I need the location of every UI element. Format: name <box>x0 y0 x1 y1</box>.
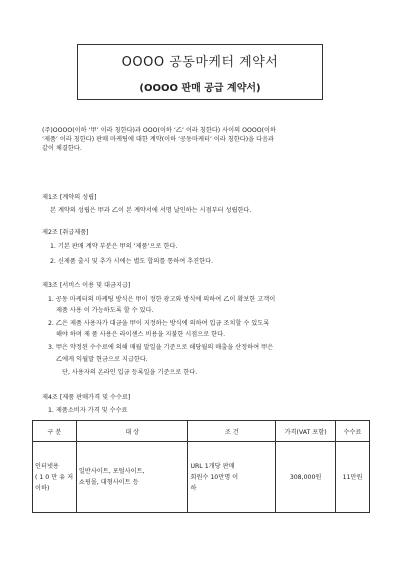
price-fee-table <box>32 420 370 513</box>
article-3-line: 乙에게 익월말 현금으로 지급한다. <box>56 356 148 363</box>
cell-line: URL 1개당 판매 <box>190 462 235 470</box>
cell-line: 일반사이트, 포털사이트, <box>78 468 145 475</box>
table-header-cell: 구 분 <box>33 421 77 442</box>
article-3-line: 해야 하며 제 품 사용은 라이센스 비용을 지불한 시점으로 한다. <box>56 331 226 338</box>
intro-line: 같이 체결한다. <box>42 145 82 152</box>
category-cell <box>33 442 77 513</box>
intro-paragraph <box>42 126 372 153</box>
cell-line: 쇼핑몰, 대형사이트 등 <box>78 479 139 486</box>
table-header-cell: 가격(VAT 포함) <box>276 421 336 442</box>
article-1-line: 본 계약의 성립은 甲과 乙이 본 계약서에 서명 날인하는 시점부터 성립한다. <box>50 207 252 214</box>
cell-line: 회원수 10만명 이 <box>190 473 239 481</box>
article-3-line: 1. 공동 마케터의 마케팅 방식은 甲이 정한 광고와 방식에 의하여 乙이 확보한 고객이 <box>48 296 276 303</box>
condition-cell <box>188 442 276 513</box>
article-4-heading: 제4조 [제품 판매가격 및 수수료] <box>42 394 131 401</box>
table-row <box>33 442 370 513</box>
article-2-line: 2. 신제품 출시 및 추가 시에는 별도 합의를 통하여 추진한다. <box>50 258 214 265</box>
cell-line: ( 1 0 만 유 저 <box>35 473 74 481</box>
article-3-line: 3. 甲은 약정된 수수료에 의해 매월 말일을 기준으로 해당월의 매출을 산정하여 甲은 <box>48 344 274 351</box>
article-3-line: 2. 乙은 제품 사용자가 대금을 甲이 지정하는 방식에 의하여 입금 조치할 수 있도록 <box>48 320 270 327</box>
table-header-row <box>33 421 370 442</box>
cell-line: 인터넷용 <box>35 462 59 470</box>
price-cell: 308,000원 <box>276 442 336 513</box>
table-header-cell: 조 건 <box>188 421 276 442</box>
article-3-line: 제품 사용 이 가능하도록 할 수 있다. <box>56 307 154 314</box>
table-header-cell: 대 상 <box>76 421 188 442</box>
document-subtitle: (OOOO 판매 공급 계약서) <box>139 83 261 94</box>
intro-line: ‘제품’ 이라 칭한다) 판매 마케팅에 대한 계약(이하 ‘공동마케터’ 이라 칭한다)을 다음과 <box>42 136 275 143</box>
table-header-cell: 수수료 <box>336 421 370 442</box>
article-2-heading: 제2조 [취급제품] <box>42 229 89 236</box>
article-3-heading: 제3조 [서비스 이용 및 대금지급] <box>42 282 131 289</box>
article-1-heading: 제1조 [계약의 성립] <box>42 194 97 201</box>
title-box <box>77 44 323 100</box>
document-title: OOOO 공동마케터 계약서 <box>121 55 279 70</box>
cell-line: 하 <box>190 484 197 492</box>
article-2-line: 1. 기본 판매 계약 부분은 甲의 ‘제품’으로 한다. <box>50 243 178 250</box>
fee-cell: 11만원 <box>336 442 370 513</box>
intro-line: (주)OOOO(이하 ‘甲’ 이라 칭한다)과 OOO(이하 ‘乙’ 이라 칭한다) 사이의 OOOO(이하 <box>42 127 276 134</box>
article-3-line: 단, 사용자의 온라인 입금 등록일을 기준으로 한다. <box>62 369 198 376</box>
article-4-line: 1. 제품소비자 가격 및 수수료 <box>48 407 128 414</box>
cell-line: 이하) <box>35 484 50 492</box>
target-cell <box>76 442 188 513</box>
